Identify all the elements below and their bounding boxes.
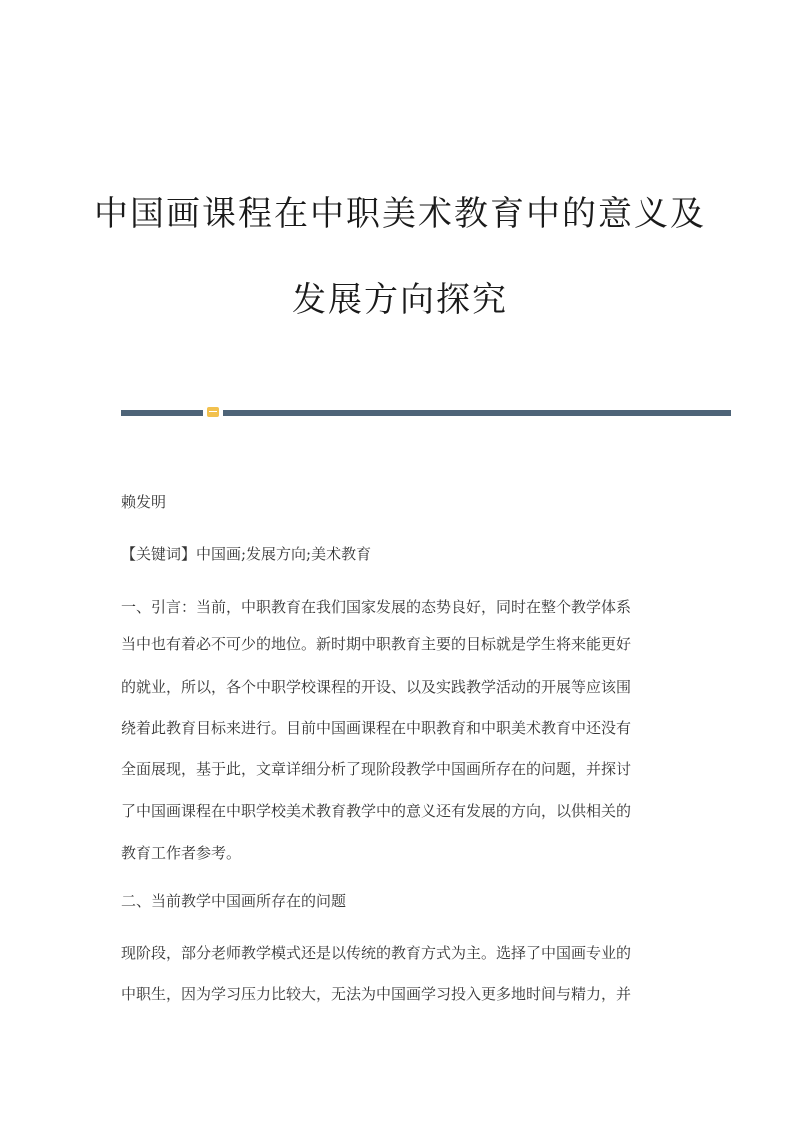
divider-bar-left [121, 410, 203, 416]
divider-bar-right [223, 410, 731, 416]
intro-line: 当中也有着必不可少的地位。新时期中职教育主要的目标就是学生将来能更好 [121, 635, 632, 653]
intro-line: 了中国画课程在中职学校美术教育教学中的意义还有发展的方向，以供相关的 [121, 802, 632, 820]
page-title-line-1: 中国画课程在中职美术教育中的意义及 [94, 194, 706, 234]
divider-ornament-icon [207, 407, 219, 417]
title-divider [121, 407, 731, 417]
intro-line: 全面展现，基于此，文章详细分析了现阶段教学中国画所存在的问题，并探讨 [121, 760, 632, 778]
intro-line: 的就业，所以，各个中职学校课程的开设、以及实践教学活动的开展等应该围 [121, 678, 632, 696]
intro-line: 教育工作者参考。 [121, 844, 242, 862]
body-line: 现阶段，部分老师教学模式还是以传统的教育方式为主。选择了中国画专业的 [121, 944, 632, 962]
intro-line: 一、引言：当前，中职教育在我们国家发展的态势良好，同时在整个教学体系 [121, 598, 632, 616]
intro-line: 绕着此教育目标来进行。目前中国画课程在中职教育和中职美术教育中还没有 [121, 719, 632, 737]
page-title-line-2: 发展方向探究 [292, 280, 508, 320]
keywords: 【关键词】中国画;发展方向;美术教育 [121, 545, 372, 563]
section-heading: 二、当前教学中国画所存在的问题 [121, 892, 347, 910]
author: 赖发明 [121, 493, 167, 511]
body-line: 中职生，因为学习压力比较大，无法为中国画学习投入更多地时间与精力，并 [121, 985, 632, 1003]
